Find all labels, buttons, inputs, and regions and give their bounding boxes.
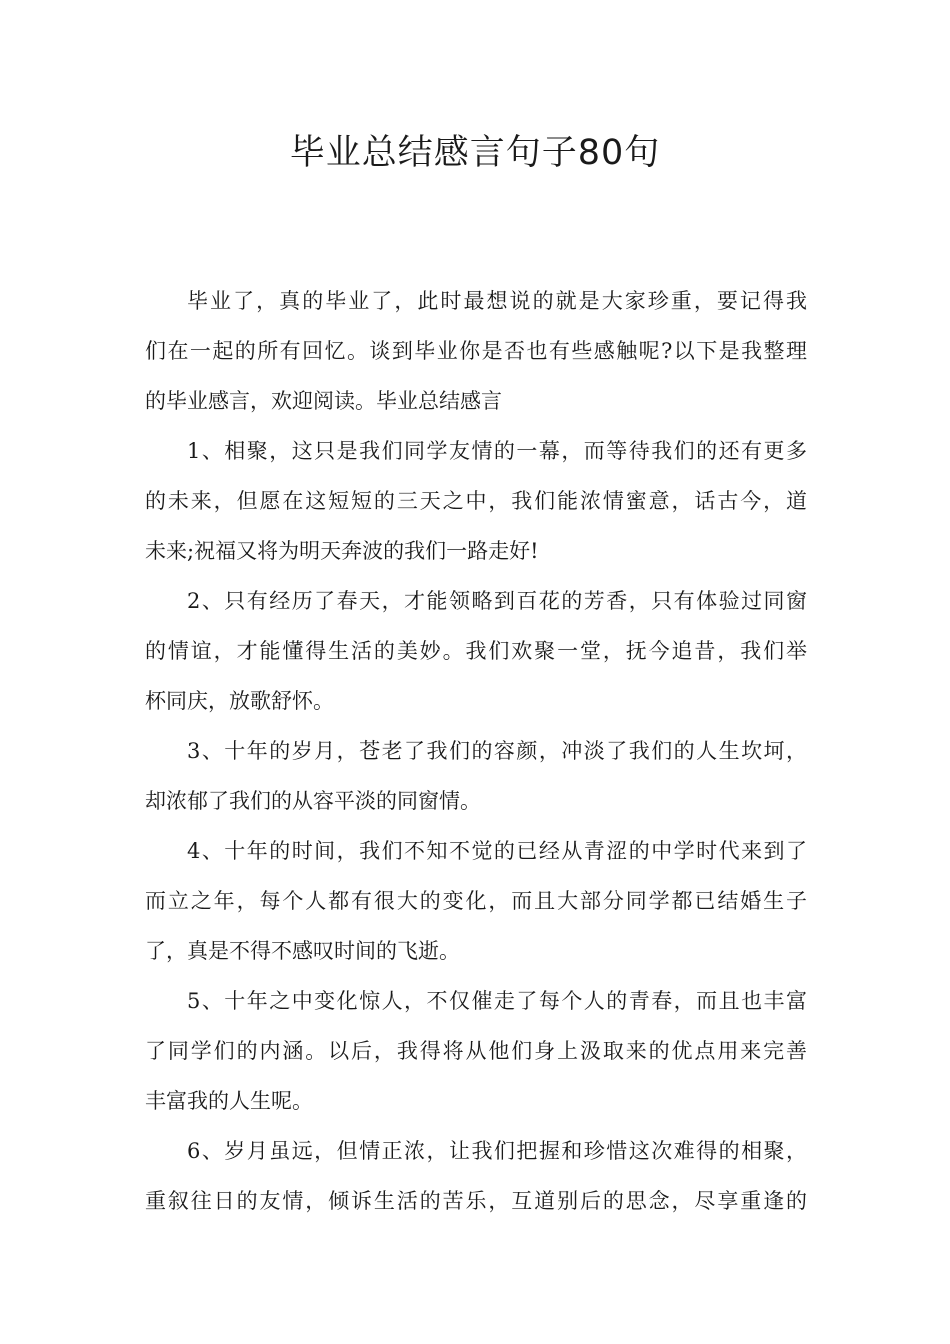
text-line: 5、十年之中变化惊人，不仅催走了每个人的青春，而且也丰富 [187,989,807,1013]
text-line: 的毕业感言，欢迎阅读。毕业总结感言 [145,389,502,413]
text-line: 2、只有经历了春天，才能领略到百花的芳香，只有体验过同窗 [187,589,807,613]
text-line: 4、十年的时间，我们不知不觉的已经从青涩的中学时代来到了 [187,839,807,863]
text-line: 未来;祝福又将为明天奔波的我们一路走好! [145,539,539,563]
text-line: 3、十年的岁月，苍老了我们的容颜，冲淡了我们的人生坎坷， [187,739,807,763]
text-line: 了同学们的内涵。以后，我得将从他们身上汲取来的优点用来完善 [145,1039,807,1063]
text-line: 重叙往日的友情，倾诉生活的苦乐，互道别后的思念，尽享重逢的 [145,1189,807,1213]
text-line: 6、岁月虽远，但情正浓，让我们把握和珍惜这次难得的相聚， [187,1139,807,1163]
text-line: 而立之年，每个人都有很大的变化，而且大部分同学都已结婚生子 [145,889,807,913]
paragraph-intro [145,276,807,426]
paragraph-item-1 [145,426,807,576]
text-line: 杯同庆，放歌舒怀。 [145,689,334,713]
paragraph-item-6 [145,1126,807,1226]
text-line: 了，真是不得不感叹时间的飞逝。 [145,939,460,963]
text-line: 的未来，但愿在这短短的三天之中，我们能浓情蜜意，话古今，道 [145,489,807,513]
paragraph-item-4 [145,826,807,976]
page-title: 毕业总结感言句子80句 [289,133,661,173]
paragraph-item-2 [145,576,807,726]
text-line: 的情谊，才能懂得生活的美妙。我们欢聚一堂，抚今追昔，我们举 [145,639,807,663]
text-line: 丰富我的人生呢。 [145,1089,313,1113]
text-line: 毕业了，真的毕业了，此时最想说的就是大家珍重，要记得我 [187,289,807,313]
text-line: 却浓郁了我们的从容平淡的同窗情。 [145,789,481,813]
text-line: 1、相聚，这只是我们同学友情的一幕，而等待我们的还有更多 [187,439,807,463]
paragraph-item-5 [145,976,807,1126]
document-body [145,276,807,1226]
paragraph-item-3 [145,726,807,826]
text-line: 们在一起的所有回忆。谈到毕业你是否也有些感触呢?以下是我整理 [145,339,807,363]
